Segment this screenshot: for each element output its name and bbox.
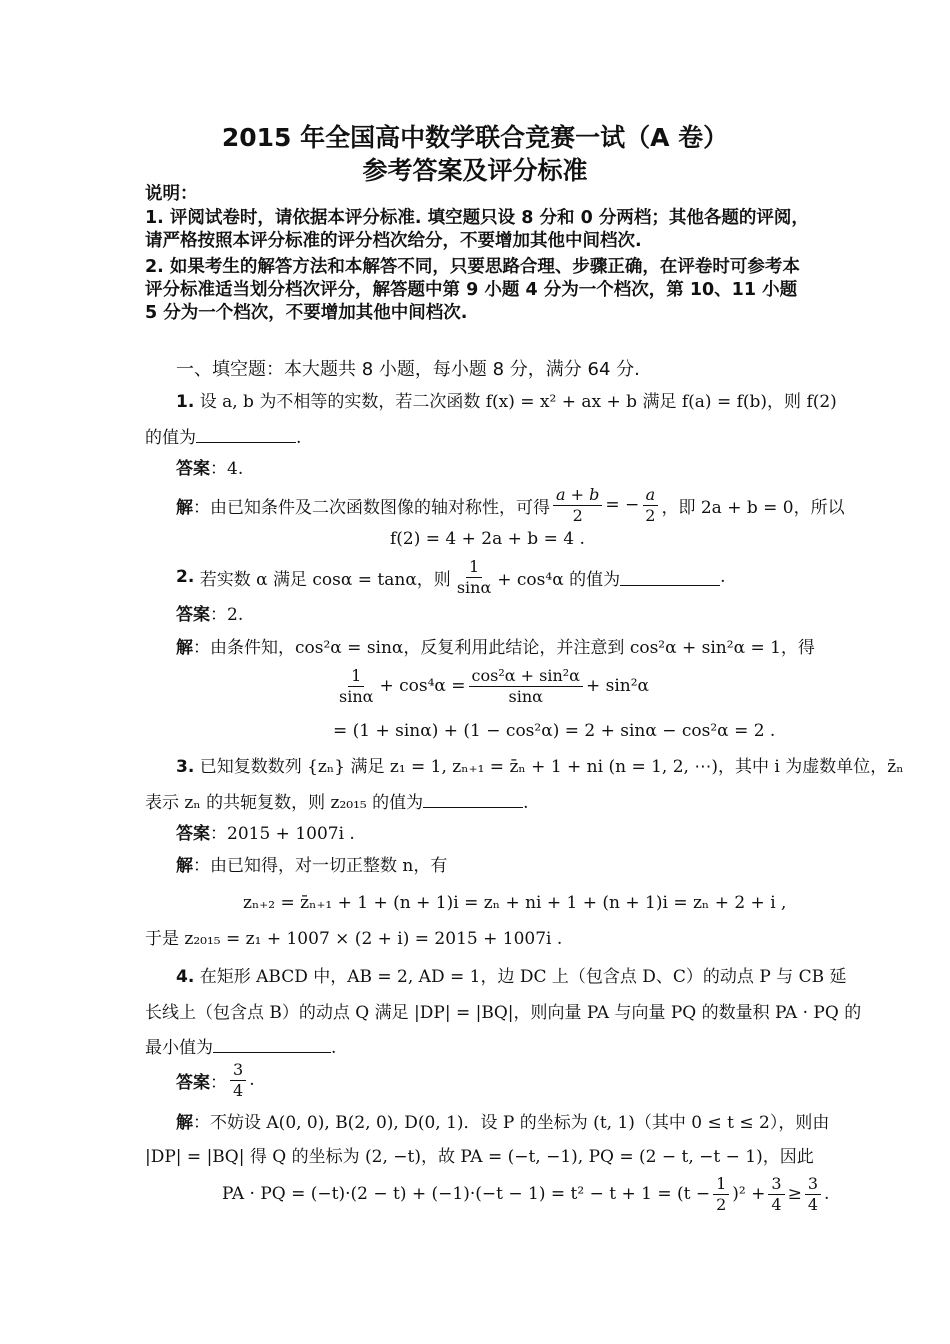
q2-answer-blank: [620, 569, 720, 586]
q2-sol-mid: + cos⁴α =: [379, 676, 466, 696]
q1-text-b: 的值为: [145, 428, 196, 448]
q2-sol-frac1-den: sinα: [339, 686, 374, 706]
q1-sol-fraction2: [642, 485, 658, 526]
q3-text-a: 已知复数数列 {zₙ} 满足 z₁ = 1, zₙ₊₁ = z̄ₙ + 1 + ni (n = 1, 2, ⋯)，其中 i 为虚数单位，z̄ₙ: [199, 757, 904, 777]
q3-answer: [176, 823, 355, 845]
q1-frac-num: a + b: [553, 485, 602, 506]
q4-sol-frac2-den: 4: [771, 1194, 782, 1214]
q2-solution-line2: [333, 662, 649, 710]
q4-sol-frac1-num: 1: [713, 1174, 729, 1195]
q2-sol-frac1: [336, 666, 376, 707]
answer-label: 答案: [176, 605, 210, 625]
q2-text-b: + cos⁴α 的值为: [497, 569, 621, 590]
q4-line3: 最小值为 .: [145, 1038, 337, 1058]
q1-sol-a: ：由已知条件及二次函数图像的轴对称性，可得: [193, 497, 550, 518]
q2-text-a: 若实数 α 满足 cosα = tanα，则: [199, 569, 451, 590]
q4-answer-prefix: ：: [210, 1072, 227, 1093]
q2-solution-line3: = (1 + sinα) + (1 − cos²α) = 2 + sinα − cos²α = 2 .: [333, 721, 776, 741]
q1-answer-value: ：4.: [210, 459, 244, 479]
q2-sol-a: ：由条件知，cos²α = sinα，反复利用此结论，并注意到 cos²α + sin²α = 1，得: [193, 638, 815, 658]
q1-frac-den: 2: [572, 505, 583, 525]
q4-sol-c3: ≥: [787, 1184, 802, 1204]
q4-sol-frac3: [805, 1174, 821, 1215]
q2-sol-end: + sin²α: [585, 676, 650, 696]
q4-solution-line2: |DP| = |BQ| 得 Q 的坐标为 (2, −t)，故 PA = (−t, −1), PQ = (2 − t, −t − 1)，因此: [145, 1147, 814, 1167]
q4-sol-frac3-num: 3: [805, 1174, 821, 1195]
q2-sol-frac2-den: sinα: [508, 686, 543, 706]
q4-number: 4.: [176, 967, 195, 987]
q1-line2: 的值为 .: [145, 428, 302, 448]
q4-text-a: 在矩形 ABCD 中，AB = 2, AD = 1，边 DC 上（包含点 D、C）的动点 P 与 CB 延: [199, 967, 847, 987]
q2-fraction: [454, 557, 494, 598]
q3-line2: 表示 zₙ 的共轭复数，则 z₂₀₁₅ 的值为 .: [145, 793, 529, 813]
q4-answer-fraction: [230, 1060, 246, 1101]
solution-label: 解: [176, 1113, 193, 1133]
q4-sol-c2: )² +: [732, 1184, 766, 1204]
q2-frac-den: sinα: [456, 577, 492, 597]
q1-line1: [176, 391, 837, 413]
note-1: 1. 评阅试卷时，请依据本评分标准. 填空题只设 8 分和 0 分两档；其他各题的评阅，请严格按照本评分标准的评分档次给分，不要增加其他中间档次.: [145, 208, 809, 251]
note-heading: 说明：: [145, 184, 198, 204]
q4-text-c: 最小值为: [145, 1038, 213, 1058]
q2-solution-line1: [176, 637, 815, 659]
q4-sol-frac3-den: 4: [807, 1194, 819, 1214]
q1-solution-line1: [176, 480, 845, 530]
q4-answer-num: 3: [230, 1060, 246, 1081]
q1-text-a: 设 a, b 为不相等的实数，若二次函数 f(x) = x² + ax + b 满足 f(a) = f(b)，则 f(2): [199, 392, 837, 412]
q3-line1: [176, 756, 904, 778]
q3-solution-line3: 于是 z₂₀₁₅ = z₁ + 1007 × (2 + i) = 2015 + 1007i .: [145, 929, 563, 949]
q3-sol-a: ：由已知得，对一切正整数 n，有: [193, 856, 448, 876]
q4-sol-a: ：不妨设 A(0, 0), B(2, 0), D(0, 1)．设 P 的坐标为 (t, 1)（其中 0 ≤ t ≤ 2），则由: [193, 1113, 830, 1133]
q2-sol-frac2-num: cos²α + sin²α: [469, 666, 583, 687]
q4-answer: 答案 ： $\frac{3}{4}$ .: [176, 1059, 255, 1100]
q1-sol-eq: = −: [605, 495, 640, 515]
section-heading: 一、填空题：本大题共 8 小题，每小题 8 分，满分 64 分.: [176, 359, 640, 380]
title-line-1: 2015 年全国高中数学联合竞赛一试（A 卷）: [221, 123, 729, 152]
note-2: 2. 如果考生的解答方法和本解答不同，只要思路合理、步骤正确，在评卷时可参考本评分标准适当划分档次评分，解答题中第 9 小题 4 分为一个档次，第 10、11 小题 5 分为一个档次，不要增加其他中间档次.: [145, 257, 800, 323]
q1-answer: [176, 458, 243, 480]
q1-number: 1.: [176, 392, 195, 412]
q1-solution-line2: f(2) = 4 + 2a + b = 4 .: [390, 529, 585, 549]
q3-number: 3.: [176, 757, 195, 777]
q2-frac-num: 1: [466, 557, 482, 578]
q4-answer-den: 4: [233, 1080, 244, 1100]
q2-sol-frac2: [469, 666, 583, 707]
q4-solution-line1: [176, 1112, 829, 1134]
q2-line1: 2. 若实数 α 满足 cosα = tanα，则 $\frac{1}{\sin\alpha}$ + cos⁴α 的值为 .: [176, 556, 726, 597]
q3-solution-line1: [176, 855, 447, 877]
q4-sol-frac1: [713, 1174, 729, 1215]
q3-answer-value: ：2015 + 1007i .: [210, 824, 355, 844]
answer-label: 答案: [176, 459, 210, 479]
q2-number: 2.: [176, 567, 195, 587]
q1-frac2-num: a: [643, 485, 659, 506]
q1-sol-fraction: [553, 485, 602, 526]
q2-answer: [176, 604, 243, 626]
answer-label: 答案: [176, 1072, 210, 1093]
q1-sol-b: ，即 2a + b = 0，所以: [661, 497, 845, 518]
q3-solution-line2: zₙ₊₂ = z̄ₙ₊₁ + 1 + (n + 1)i = zₙ + ni + 1 + (n + 1)i = zₙ + 2 + i ,: [243, 893, 787, 913]
q2-sol-frac1-num: 1: [348, 666, 364, 687]
q3-answer-blank: [423, 791, 523, 808]
q4-sol-frac2-num: 3: [768, 1174, 784, 1195]
q4-answer-blank: [213, 1036, 331, 1053]
q4-line1: [176, 966, 847, 988]
q4-sol-frac1-den: 2: [716, 1194, 727, 1214]
q1-answer-blank: [196, 426, 296, 443]
solution-label: 解: [176, 638, 193, 658]
solution-label: 解: [176, 856, 193, 876]
q1-frac2-den: 2: [645, 505, 656, 525]
q4-solution-line3: PA · PQ = (−t)·(2 − t) + (−1)·(−t − 1) = t² − t + 1 = (t − $\frac{1}{2}$ )² + $\frac{3}{4}$ ≥ $\frac{3}{4}$ .: [222, 1173, 830, 1214]
answer-label: 答案: [176, 824, 210, 844]
q4-sol-c1: PA · PQ = (−t)·(2 − t) + (−1)·(−t − 1) = t² − t + 1 = (t −: [222, 1184, 711, 1204]
q4-sol-frac2: [768, 1174, 784, 1215]
q4-line2: 长线上（包含点 B）的动点 Q 满足 |DP| = |BQ|，则向量 PA 与向量 PQ 的数量积 PA · PQ 的: [145, 1003, 862, 1023]
q2-answer-value: ：2.: [210, 605, 244, 625]
solution-label: 解: [176, 497, 193, 518]
q3-text-b: 表示 zₙ 的共轭复数，则 z₂₀₁₅ 的值为: [145, 793, 424, 813]
title-line-2: 参考答案及评分标准: [362, 156, 588, 185]
